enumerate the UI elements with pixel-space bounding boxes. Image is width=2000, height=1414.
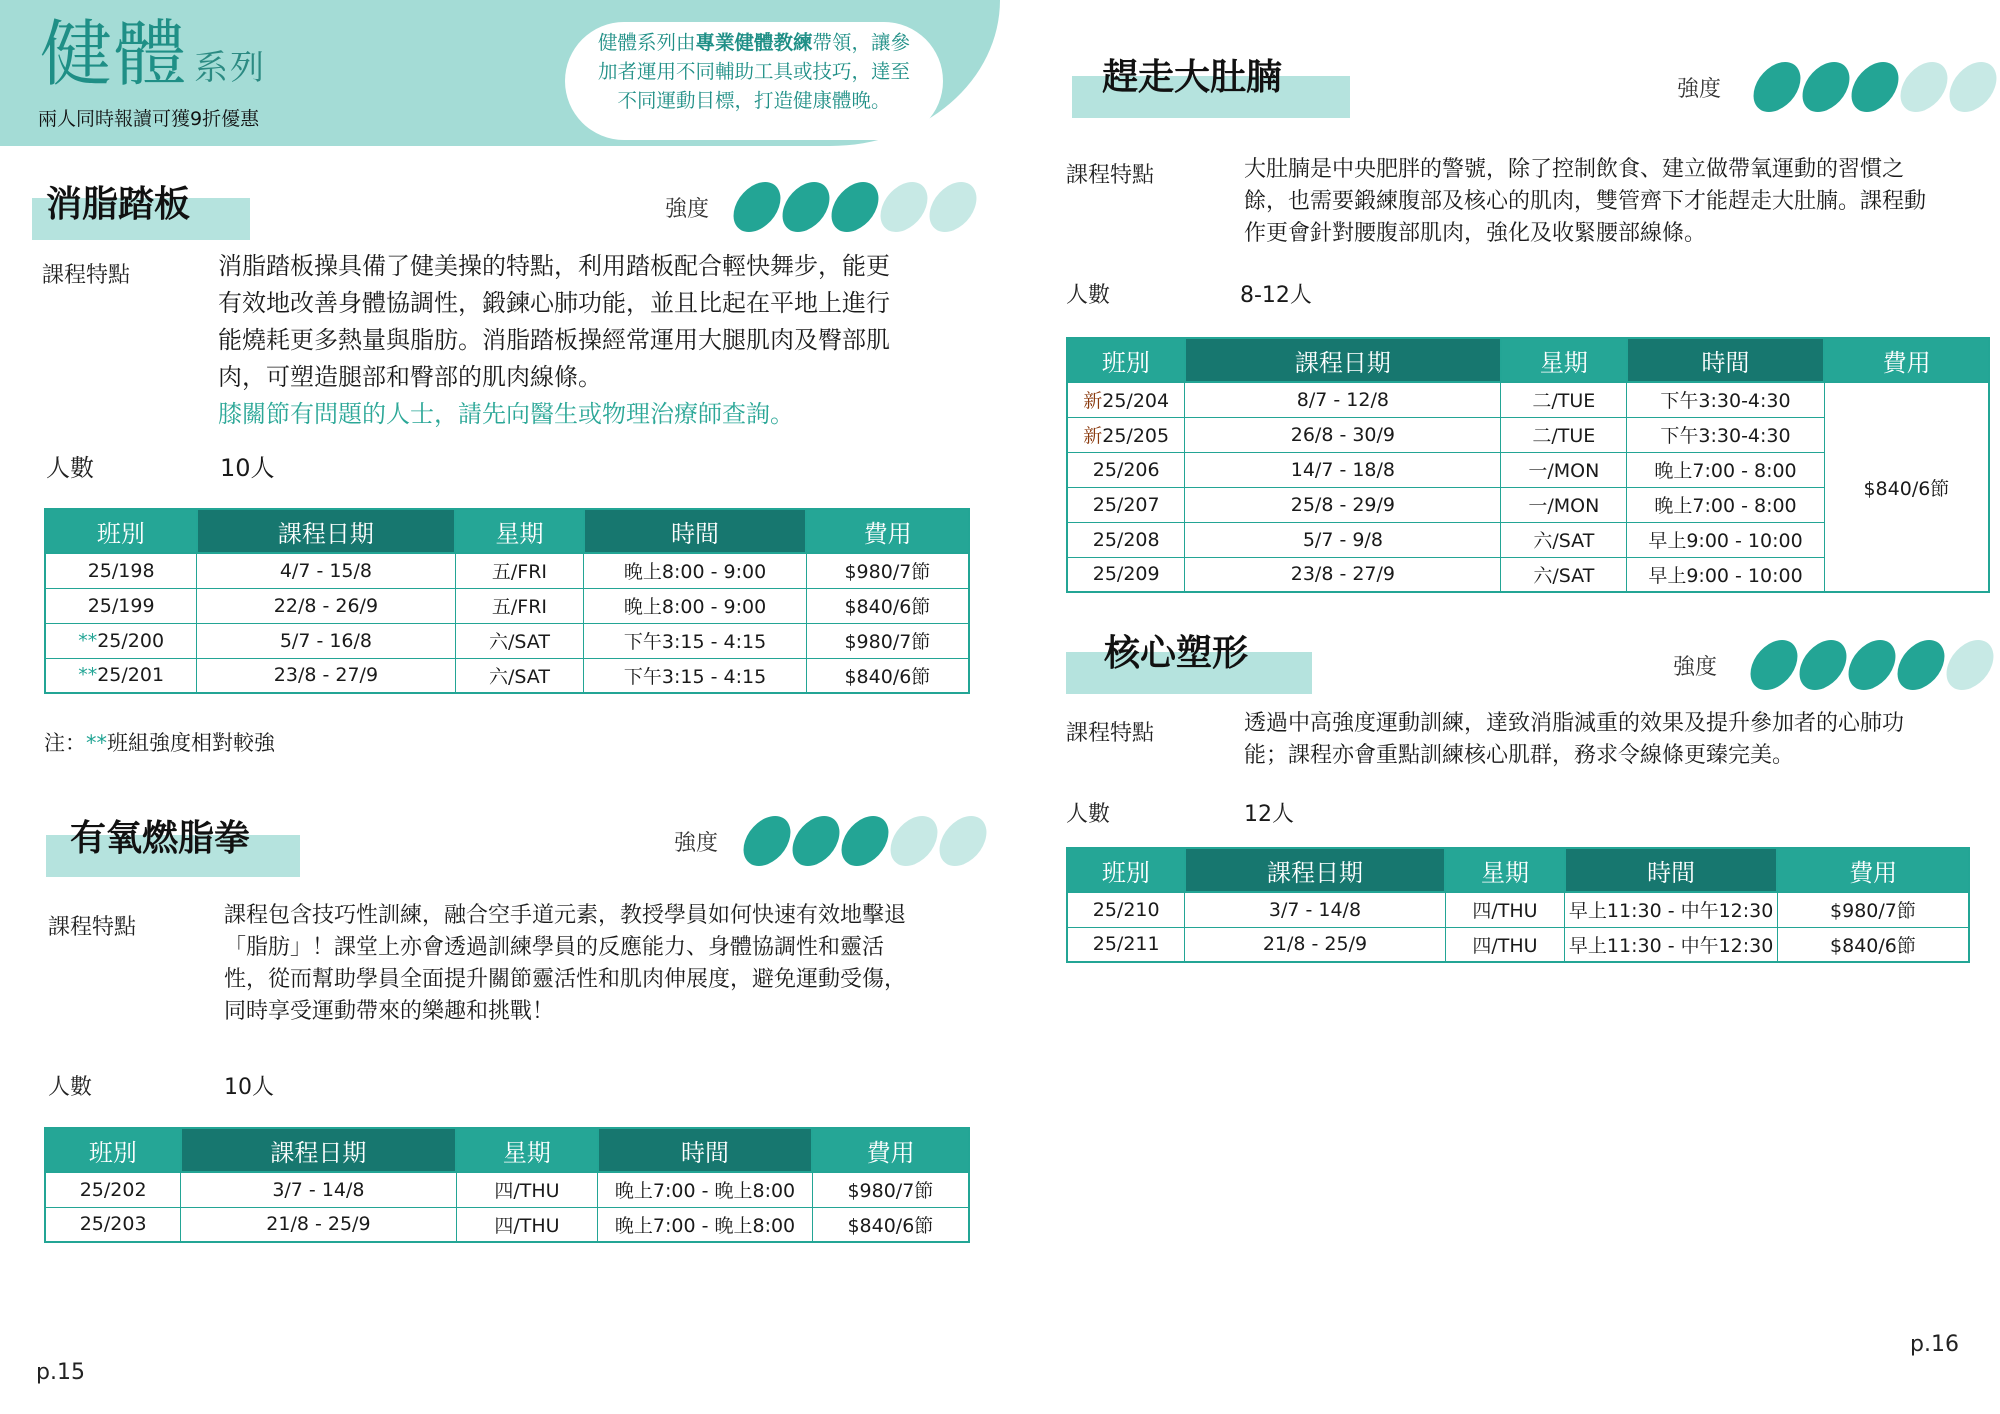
cell-day: 一/MON <box>1501 487 1627 522</box>
cell-day: 四/THU <box>456 1207 598 1242</box>
cell-class: 25/211 <box>1067 927 1185 962</box>
th-time: 時間 <box>598 1128 812 1172</box>
table-header-row <box>1067 848 1969 892</box>
strength-label: 強度 <box>665 197 710 222</box>
strength-dot-empty <box>1894 62 1954 112</box>
th-time: 時間 <box>1565 848 1777 892</box>
people-label: 人數 <box>48 1075 93 1100</box>
cell-day: 六/SAT <box>1501 522 1627 557</box>
cell-fee: $980/7節 <box>1777 892 1969 927</box>
intro-highlight: 專業健體教練 <box>695 31 813 54</box>
table-row <box>45 1172 969 1207</box>
cell-day: 四/THU <box>1445 927 1565 962</box>
cell-class: 新25/205 <box>1067 417 1185 452</box>
cell-time: 下午3:30-4:30 <box>1627 417 1825 452</box>
cell-time: 早上9:00 - 10:00 <box>1627 522 1825 557</box>
cell-class: 25/199 <box>45 588 197 623</box>
strength-dot-filled <box>835 816 895 866</box>
cell-time: 晚上7:00 - 8:00 <box>1627 452 1825 487</box>
cell-fee: $980/7節 <box>806 553 969 588</box>
strength-label: 強度 <box>674 831 719 856</box>
strength-label: 強度 <box>1677 77 1722 102</box>
cell-dates: 25/8 - 29/9 <box>1185 487 1501 522</box>
cell-class: 新25/204 <box>1067 382 1185 417</box>
cell-day: 四/THU <box>456 1172 598 1207</box>
cell-time: 晚上8:00 - 9:00 <box>584 553 806 588</box>
cell-dates: 8/7 - 12/8 <box>1185 382 1501 417</box>
cell-dates: 21/8 - 25/9 <box>1185 927 1445 962</box>
th-class: 班別 <box>1067 848 1185 892</box>
schedule-table-boxing <box>44 1127 970 1243</box>
cell-time: 晚上7:00 - 8:00 <box>1627 487 1825 522</box>
cell-class: 25/210 <box>1067 892 1185 927</box>
strength-dot-empty <box>923 182 983 232</box>
cell-fee: $980/7節 <box>806 623 969 658</box>
cell-class: **25/201 <box>45 658 197 693</box>
course-description-belly: 大肚腩是中央肥胖的警號，除了控制飲食、建立做帶氧運動的習慣之 餘，也需要鍛練腹部及核心的肌肉，雙管齊下才能趕走大肚腩。課程動 作更會針對腰腹部肌肉，強化及收緊腰部線條。 <box>1244 157 1927 246</box>
table-row <box>45 623 969 658</box>
strength-label: 強度 <box>1673 655 1718 680</box>
strength-dot-filled <box>1842 640 1902 690</box>
cell-class: 25/198 <box>45 553 197 588</box>
th-dates: 課程日期 <box>1185 338 1501 382</box>
th-day: 星期 <box>1501 338 1627 382</box>
cell-class: 25/202 <box>45 1172 181 1207</box>
cell-time: 下午3:15 - 4:15 <box>584 623 806 658</box>
th-time: 時間 <box>584 509 806 553</box>
health-warning: 膝關節有問題的人士，請先向醫生或物理治療師查詢。 <box>218 400 794 428</box>
cell-dates: 4/7 - 15/8 <box>197 553 455 588</box>
strength-dot-filled <box>1744 640 1804 690</box>
people-value-step: 10人 <box>220 454 275 482</box>
strength-meter-step <box>735 182 975 232</box>
section-title-boxing: 有氧燃脂拳 <box>70 818 251 859</box>
page-number-left: p.15 <box>36 1360 85 1385</box>
cell-class: 25/206 <box>1067 452 1185 487</box>
th-day: 星期 <box>456 1128 598 1172</box>
th-class: 班別 <box>1067 338 1185 382</box>
th-class: 班別 <box>45 509 197 553</box>
strength-dot-filled <box>825 182 885 232</box>
schedule-table-step <box>44 508 970 694</box>
cell-time: 下午3:15 - 4:15 <box>584 658 806 693</box>
table-header-row <box>1067 338 1989 382</box>
th-fee: 費用 <box>806 509 969 553</box>
cell-dates: 5/7 - 9/8 <box>1185 522 1501 557</box>
cell-dates: 14/7 - 18/8 <box>1185 452 1501 487</box>
cell-time: 晚上8:00 - 9:00 <box>584 588 806 623</box>
cell-day: 五/FRI <box>455 553 584 588</box>
people-label: 人數 <box>1066 283 1111 308</box>
new-badge: 新 <box>1083 390 1103 413</box>
series-suffix: 系列 <box>194 48 267 88</box>
features-label: 課程特點 <box>1066 721 1155 746</box>
cell-class: 25/207 <box>1067 487 1185 522</box>
footnote: 注：**班組強度相對較強 <box>44 731 275 755</box>
table-row <box>1067 892 1969 927</box>
page-number-right: p.16 <box>1910 1332 1959 1357</box>
cell-dates: 5/7 - 16/8 <box>197 623 455 658</box>
strength-dot-filled <box>1793 640 1853 690</box>
section-title-belly: 趕走大肚腩 <box>1102 57 1283 98</box>
cell-dates: 3/7 - 14/8 <box>1185 892 1445 927</box>
strength-dot-filled <box>1891 640 1951 690</box>
cell-fee: $840/6節 <box>812 1207 969 1242</box>
th-day: 星期 <box>1445 848 1565 892</box>
cell-time: 下午3:30-4:30 <box>1627 382 1825 417</box>
course-description-boxing: 課程包含技巧性訓練，融合空手道元素，教授學員如何快速有效地擊退 「脂肪」！課堂上亦會透過訓練學員的反應能力、身體協調性和靈活 性，從而幫助學員全面提升關節靈活性和肌肉伸展度，避免運動受傷， 同時享受運動帶來的樂趣和挑戰！ <box>224 903 907 1024</box>
strength-meter-core <box>1752 640 1992 690</box>
cell-dates: 23/8 - 27/9 <box>197 658 455 693</box>
table-row <box>45 1207 969 1242</box>
table-row <box>45 553 969 588</box>
new-badge: 新 <box>1083 425 1103 447</box>
strength-dot-filled <box>1796 62 1856 112</box>
cell-fee: $980/7節 <box>812 1172 969 1207</box>
cell-day: 二/TUE <box>1501 417 1627 452</box>
table-row <box>45 588 969 623</box>
th-fee: 費用 <box>812 1128 969 1172</box>
th-fee: 費用 <box>1824 338 1989 382</box>
cell-day: 六/SAT <box>455 623 584 658</box>
cell-dates: 21/8 - 25/9 <box>181 1207 456 1242</box>
cell-time: 早上9:00 - 10:00 <box>1627 557 1825 592</box>
cell-time: 晚上7:00 - 晚上8:00 <box>598 1207 812 1242</box>
cell-day: 六/SAT <box>455 658 584 693</box>
strength-dot-filled <box>737 816 797 866</box>
table-row <box>45 658 969 693</box>
strength-dot-empty <box>933 816 993 866</box>
table-header-row <box>45 509 969 553</box>
cell-dates: 23/8 - 27/9 <box>1185 557 1501 592</box>
strength-meter-boxing <box>745 816 985 866</box>
cell-time: 早上11:30 - 中午12:30 <box>1565 892 1777 927</box>
table-header-row <box>45 1128 969 1172</box>
strength-dot-empty <box>874 182 934 232</box>
th-dates: 課程日期 <box>181 1128 456 1172</box>
th-dates: 課程日期 <box>197 509 455 553</box>
cell-class: 25/208 <box>1067 522 1185 557</box>
people-value-belly: 8-12人 <box>1240 283 1312 308</box>
schedule-table-belly <box>1066 337 1990 593</box>
th-time: 時間 <box>1627 338 1825 382</box>
strength-dot-empty <box>1940 640 2000 690</box>
cell-time: 早上11:30 - 中午12:30 <box>1565 927 1777 962</box>
cell-fee: $840/6節 <box>806 588 969 623</box>
cell-dates: 22/8 - 26/9 <box>197 588 455 623</box>
promo-text: 兩人同時報讀可獲9折優惠 <box>38 108 260 130</box>
strength-dot-filled <box>776 182 836 232</box>
cell-fee-merged: $840/6節 <box>1824 382 1989 592</box>
features-label: 課程特點 <box>1066 163 1155 188</box>
people-label: 人數 <box>46 454 94 482</box>
cell-class: 25/203 <box>45 1207 181 1242</box>
course-description-core: 透過中高強度運動訓練，達致消脂減重的效果及提升參加者的心肺功 能；課程亦會重點訓練核心肌群，務求令線條更臻完美。 <box>1244 711 1905 768</box>
series-title: 健體 系列 <box>40 12 267 96</box>
people-label: 人數 <box>1066 802 1111 827</box>
people-value-core: 12人 <box>1244 802 1294 827</box>
strength-dot-empty <box>1943 62 2000 112</box>
cell-dates: 3/7 - 14/8 <box>181 1172 456 1207</box>
features-label: 課程特點 <box>48 915 137 940</box>
cell-class: 25/209 <box>1067 557 1185 592</box>
th-dates: 課程日期 <box>1185 848 1445 892</box>
table-row <box>1067 927 1969 962</box>
people-value-boxing: 10人 <box>224 1075 274 1100</box>
cell-day: 四/THU <box>1445 892 1565 927</box>
strength-dot-filled <box>727 182 787 232</box>
intro-text: 健體系列由專業健體教練帶領，讓參 加者運用不同輔助工具或技巧，達至 不同運動目標，打造健康體晚。 <box>597 31 911 112</box>
features-label: 課程特點 <box>42 263 131 288</box>
strength-meter-belly <box>1755 62 1995 112</box>
strength-dot-filled <box>1747 62 1807 112</box>
cell-day: 五/FRI <box>455 588 584 623</box>
section-title-step: 消脂踏板 <box>46 184 191 225</box>
cell-class: **25/200 <box>45 623 197 658</box>
cell-day: 一/MON <box>1501 452 1627 487</box>
cell-fee: $840/6節 <box>806 658 969 693</box>
strength-dot-filled <box>1845 62 1905 112</box>
strength-dot-empty <box>884 816 944 866</box>
schedule-table-core <box>1066 847 1970 963</box>
strength-dot-filled <box>786 816 846 866</box>
cell-time: 晚上7:00 - 晚上8:00 <box>598 1172 812 1207</box>
course-description-step: 消脂踏板操具備了健美操的特點，利用踏板配合輕快舞步，能更 有效地改善身體協調性，鍛鍊心肺功能，並且比起在平地上進行 能燒耗更多熱量與脂肪。消脂踏板操經常運用大腿肌肉及臀部肌 肉，可塑造腿部和臀部的肌肉線條。 膝關節有問題的人士，請先向醫生或物理治療師查詢。 <box>218 248 978 433</box>
th-fee: 費用 <box>1777 848 1969 892</box>
cell-day: 六/SAT <box>1501 557 1627 592</box>
cell-dates: 26/8 - 30/9 <box>1185 417 1501 452</box>
cell-day: 二/TUE <box>1501 382 1627 417</box>
cell-fee: $840/6節 <box>1777 927 1969 962</box>
section-title-core: 核心塑形 <box>1104 633 1249 674</box>
th-class: 班別 <box>45 1128 181 1172</box>
th-day: 星期 <box>455 509 584 553</box>
table-row <box>1067 382 1989 417</box>
